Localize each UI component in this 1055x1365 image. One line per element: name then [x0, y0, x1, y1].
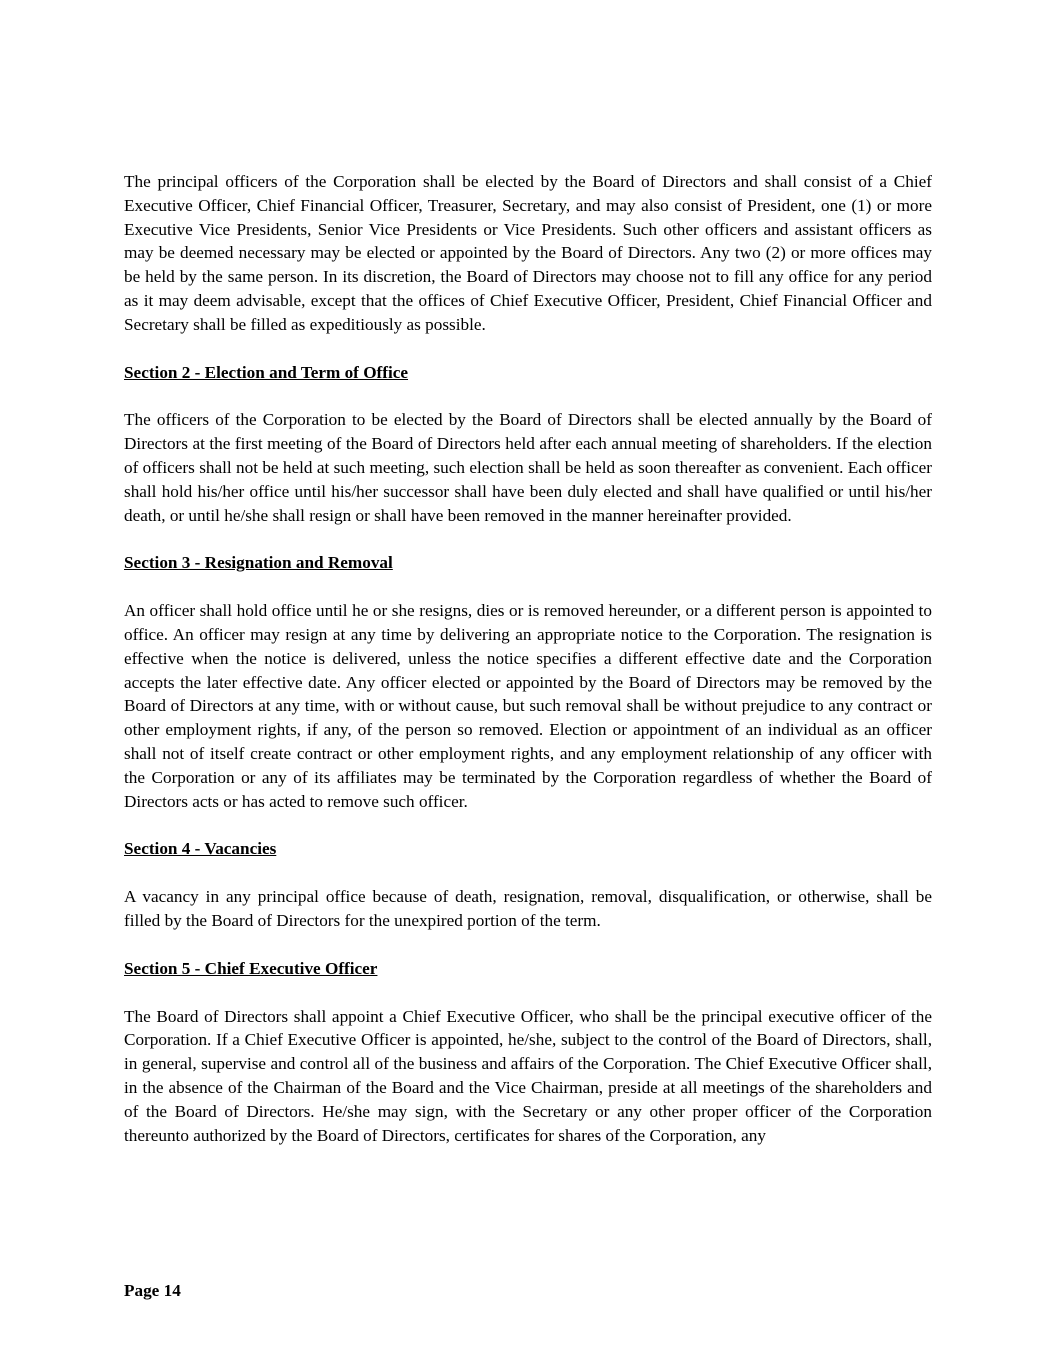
section-body-ceo: The Board of Directors shall appoint a Chief Executive Officer, who shall be the principal executive officer of the Corporation. If a Chief Executive Officer is appointed, he/she, subject to the control of the Board of Directors, shall, in general, supervise and control all of the business and affairs of the Corporation. The Chief Executive Officer shall, in the absence of the Chairman of the Board and the Vice Chairman, preside at all meetings of the shareholders and of the Board of Directors. He/she may sign, with the Secretary or any other proper officer of the Corporation thereunto authorized by the Board of Directors, certificates for shares of the Corporation, any — [124, 1006, 932, 1145]
page-number: Page 14 — [124, 1281, 181, 1300]
section-heading-ceo: Section 5 - Chief Executive Officer — [124, 958, 378, 978]
section-body-resignation: An officer shall hold office until he or she resigns, dies or is removed hereunder, or a different person is appointed to office. An officer may resign at any time by delivering an appropriate notice to the Corporation. The resignation is effective when the notice is delivered, unless the notice specifies a different effective date and the Corporation accepts the later effective date. Any officer elected or appointed by the Board of Directors may be removed by the Board of Directors at any time, with or without cause, but such removal shall be without prejudice to any contract or other employment rights, if any, of the person so removed. Election or appointment of an individual as an officer shall not of itself create contract or other employment rights, and any employment relationship of any officer with the Corporation or any of its affiliates may be terminated by the Corporation regardless of whether the Board of Directors acts or has acted to remove such officer. — [124, 601, 932, 811]
section-body-election: The officers of the Corporation to be elected by the Board of Directors shall be elected annually by the Board of Directors at the first meeting of the Board of Directors held after each annual meeting of shareholders. If the election of officers shall not be held at such meeting, such election shall be held as soon thereafter as convenient. Each officer shall hold his/her office until his/her successor shall have been duly elected and shall have qualified or until his/her death, or until he/she shall resign or shall have been removed in the manner hereinafter provided. — [124, 410, 932, 525]
section-heading-resignation: Section 3 - Resignation and Removal — [124, 553, 393, 573]
intro-paragraph: The principal officers of the Corporation shall be elected by the Board of Directors and shall consist of a Chief Executive Officer, Chief Financial Officer, Treasurer, Secretary, and may also consist of President, one (1) or more Executive Vice Presidents, Senior Vice Presidents or Vice Presidents. Such other officers and assistant officers as may be deemed necessary may be elected or appointed by the Board of Directors. Any two (2) or more offices may be held by the same person. In its discretion, the Board of Directors may choose not to fill any office for any period as it may deem advisable, except that the offices of Chief Executive Officer, President, Chief Financial Officer and Secretary shall be filled as expeditiously as possible. — [124, 172, 932, 334]
section-heading-election: Section 2 - Election and Term of Office — [124, 362, 409, 382]
section-heading-vacancies: Section 4 - Vacancies — [124, 839, 277, 859]
document-body — [124, 170, 932, 1147]
section-body-vacancies: A vacancy in any principal office because of death, resignation, removal, disqualification, or otherwise, shall be filled by the Board of Directors for the unexpired portion of the term. — [124, 887, 932, 930]
